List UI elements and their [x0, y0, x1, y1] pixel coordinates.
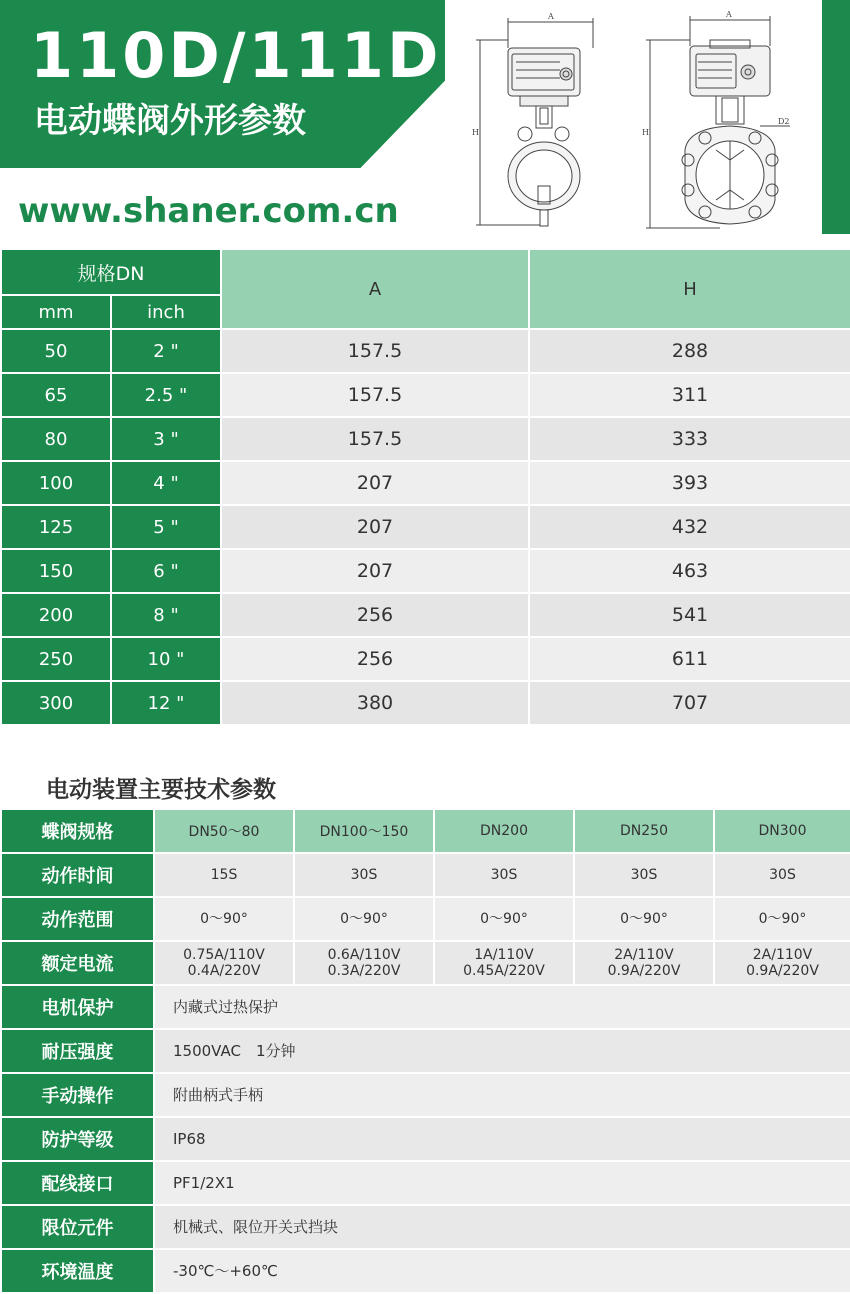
- table-row: [1, 637, 850, 681]
- action-time-value: 30S: [434, 853, 574, 897]
- current-110v: 0.6A/110V: [327, 947, 401, 963]
- mm-cell: 50: [1, 329, 111, 373]
- a-value-cell: 256: [221, 637, 529, 681]
- mm-cell: 200: [1, 593, 111, 637]
- rated-current-value: [154, 941, 294, 985]
- a-header: A: [221, 249, 529, 329]
- size-label: 蝶阀规格: [1, 809, 154, 853]
- limit-component-value: 机械式、限位开关式挡块: [154, 1205, 850, 1249]
- inch-cell: 2 ": [111, 329, 221, 373]
- front-a-label: A: [548, 12, 554, 21]
- inch-cell: 4 ": [111, 461, 221, 505]
- voltage-strength-label: 耐压强度: [1, 1029, 154, 1073]
- spec-table: [0, 808, 850, 1294]
- manual-operation-label: 手动操作: [1, 1073, 154, 1117]
- size-col-2: DN100～150: [294, 809, 434, 853]
- mm-cell: 250: [1, 637, 111, 681]
- mm-header: mm: [1, 295, 111, 329]
- size-col-1: DN50～80: [154, 809, 294, 853]
- ambient-temp-value: -30℃～+60℃: [154, 1249, 850, 1293]
- current-220v: 0.4A/220V: [187, 963, 261, 979]
- wiring-port-value: PF1/2X1: [154, 1161, 850, 1205]
- table-row: [1, 1073, 850, 1117]
- inch-cell: 3 ": [111, 417, 221, 461]
- action-range-value: 0～90°: [714, 897, 850, 941]
- table-row: [1, 681, 850, 725]
- current-110v: 2A/110V: [752, 947, 813, 963]
- h-value-cell: 393: [529, 461, 850, 505]
- current-220v: 0.9A/220V: [607, 963, 681, 979]
- table-row: [1, 809, 850, 853]
- rated-current-value: [294, 941, 434, 985]
- action-time-value: 15S: [154, 853, 294, 897]
- manual-operation-value: 附曲柄式手柄: [154, 1073, 850, 1117]
- table-row: [1, 593, 850, 637]
- side-accent-bar: [822, 0, 850, 234]
- mm-cell: 80: [1, 417, 111, 461]
- a-value-cell: 207: [221, 549, 529, 593]
- motor-protection-label: 电机保护: [1, 985, 154, 1029]
- current-220v: 0.45A/220V: [463, 963, 545, 979]
- a-value-cell: 256: [221, 593, 529, 637]
- inch-header: inch: [111, 295, 221, 329]
- inch-cell: 10 ": [111, 637, 221, 681]
- motor-protection-value: 内藏式过热保护: [154, 985, 850, 1029]
- side-d2-label: D2: [778, 117, 790, 126]
- current-220v: 0.9A/220V: [746, 963, 819, 979]
- limit-component-label: 限位元件: [1, 1205, 154, 1249]
- table-row: [1, 1161, 850, 1205]
- voltage-strength-value: 1500VAC 1分钟: [154, 1029, 850, 1073]
- h-value-cell: 288: [529, 329, 850, 373]
- rated-current-value: [574, 941, 714, 985]
- current-220v: 0.3A/220V: [327, 963, 401, 979]
- protection-grade-value: IP68: [154, 1117, 850, 1161]
- table-row: [1, 1205, 850, 1249]
- h-value-cell: 541: [529, 593, 850, 637]
- table-row: [1, 1029, 850, 1073]
- h-value-cell: 333: [529, 417, 850, 461]
- a-value-cell: 207: [221, 505, 529, 549]
- inch-cell: 2.5 ": [111, 373, 221, 417]
- ambient-temp-label: 环境温度: [1, 1249, 154, 1293]
- table-row: [1, 985, 850, 1029]
- current-110v: 2A/110V: [614, 947, 674, 963]
- size-col-4: DN250: [574, 809, 714, 853]
- rated-current-value: [434, 941, 574, 985]
- inch-cell: 12 ": [111, 681, 221, 725]
- spec-dn-header: 规格DN: [1, 249, 221, 295]
- mm-cell: 100: [1, 461, 111, 505]
- page-subtitle: 电动蝶阀外形参数: [34, 101, 306, 141]
- h-header: H: [529, 249, 850, 329]
- action-range-label: 动作范围: [1, 897, 154, 941]
- size-col-3: DN200: [434, 809, 574, 853]
- a-value-cell: 380: [221, 681, 529, 725]
- action-range-value: 0～90°: [574, 897, 714, 941]
- action-time-label: 动作时间: [1, 853, 154, 897]
- table-row: [1, 373, 850, 417]
- table-row: [1, 417, 850, 461]
- spec-section-title: 电动装置主要技术参数: [46, 777, 276, 803]
- table-row: [1, 1249, 850, 1293]
- table-row: [1, 549, 850, 593]
- action-time-value: 30S: [574, 853, 714, 897]
- mm-cell: 150: [1, 549, 111, 593]
- h-value-cell: 311: [529, 373, 850, 417]
- table-row: [1, 897, 850, 941]
- h-value-cell: 463: [529, 549, 850, 593]
- wiring-port-label: 配线接口: [1, 1161, 154, 1205]
- action-range-value: 0～90°: [434, 897, 574, 941]
- rated-current-label: 额定电流: [1, 941, 154, 985]
- valve-drawing: [460, 0, 820, 240]
- table-row: [1, 941, 850, 985]
- protection-grade-label: 防护等级: [1, 1117, 154, 1161]
- model-title: 110D/111D: [30, 19, 442, 92]
- a-value-cell: 157.5: [221, 373, 529, 417]
- table-row: [1, 461, 850, 505]
- h-value-cell: 707: [529, 681, 850, 725]
- side-h-label: H: [642, 128, 649, 137]
- a-value-cell: 157.5: [221, 417, 529, 461]
- table-row: [1, 329, 850, 373]
- current-110v: 1A/110V: [474, 947, 534, 963]
- h-value-cell: 611: [529, 637, 850, 681]
- inch-cell: 8 ": [111, 593, 221, 637]
- rated-current-value: [714, 941, 850, 985]
- dimensions-table: [0, 248, 850, 726]
- table-row: [1, 1117, 850, 1161]
- a-value-cell: 157.5: [221, 329, 529, 373]
- size-col-5: DN300: [714, 809, 850, 853]
- a-value-cell: 207: [221, 461, 529, 505]
- h-value-cell: 432: [529, 505, 850, 549]
- current-110v: 0.75A/110V: [183, 947, 265, 963]
- action-range-value: 0～90°: [294, 897, 434, 941]
- mm-cell: 125: [1, 505, 111, 549]
- table-row: [1, 505, 850, 549]
- side-a-label: A: [726, 10, 732, 19]
- action-range-value: 0～90°: [154, 897, 294, 941]
- inch-cell: 6 ": [111, 549, 221, 593]
- action-time-value: 30S: [714, 853, 850, 897]
- table-row: [1, 853, 850, 897]
- inch-cell: 5 ": [111, 505, 221, 549]
- action-time-value: 30S: [294, 853, 434, 897]
- mm-cell: 300: [1, 681, 111, 725]
- mm-cell: 65: [1, 373, 111, 417]
- website-link[interactable]: www.shaner.com.cn: [18, 191, 399, 231]
- front-h-label: H: [472, 128, 479, 137]
